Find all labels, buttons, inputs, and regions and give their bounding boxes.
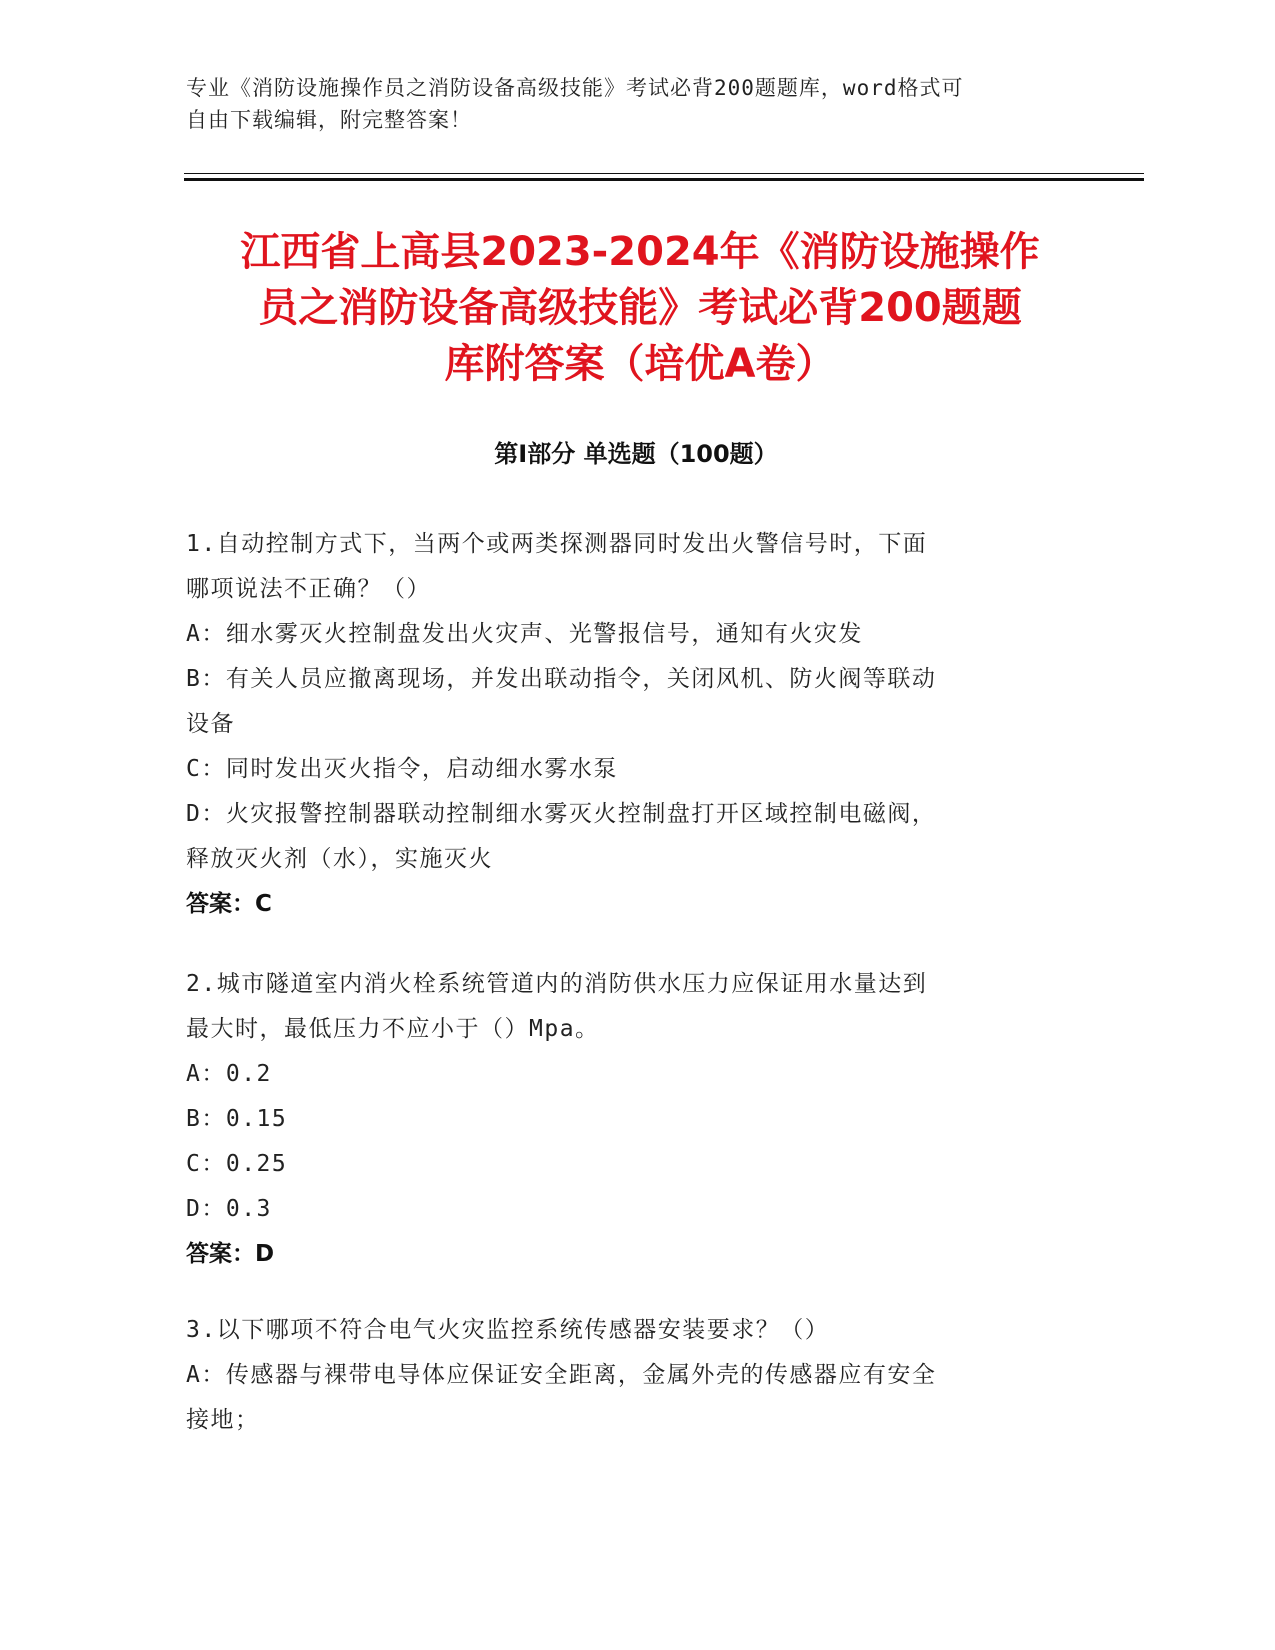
document-title-line-2: 员之消防设备高级技能》考试必背200题题 <box>258 285 1022 331</box>
question-stem: 2.城市隧道室内消火栓系统管道内的消防供水压力应保证用水量达到 <box>186 971 928 997</box>
question-stem: 哪项说法不正确？（） <box>186 576 431 602</box>
option-b-continued: 设备 <box>186 711 235 737</box>
option-d: D：0.3 <box>186 1196 272 1222</box>
header-note <box>186 72 1066 136</box>
option-a: A：0.2 <box>186 1061 272 1087</box>
question-3 <box>186 1308 1076 1443</box>
header-divider-thick <box>184 178 1144 181</box>
option-d-continued: 释放灭火剂（水），实施灭火 <box>186 846 493 872</box>
option-b: B：0.15 <box>186 1106 288 1132</box>
option-b: B：有关人员应撤离现场，并发出联动指令，关闭风机、防火阀等联动 <box>186 666 937 692</box>
question-stem: 3.以下哪项不符合电气火灾监控系统传感器安装要求？（） <box>186 1317 830 1343</box>
question-1 <box>186 522 1076 927</box>
header-note-line-1: 专业《消防设施操作员之消防设备高级技能》考试必背200题题库，word格式可 <box>186 76 964 100</box>
document-title-line-1: 江西省上高县2023-2024年《消防设施操作 <box>240 229 1040 275</box>
option-a: A：传感器与裸带电导体应保证安全距离，金属外壳的传感器应有安全 <box>186 1362 937 1388</box>
option-c: C：同时发出灭火指令，启动细水雾水泵 <box>186 756 618 782</box>
section-title: 第Ⅰ部分 单选题（100题） <box>494 440 778 468</box>
option-a-continued: 接地； <box>186 1407 260 1433</box>
document-title <box>190 224 1090 392</box>
header-note-line-2: 自由下载编辑，附完整答案！ <box>186 108 472 132</box>
answer: 答案：D <box>186 1241 275 1267</box>
option-a: A：细水雾灭火控制盘发出火灾声、光警报信号，通知有火灾发 <box>186 621 863 647</box>
answer: 答案：C <box>186 891 272 917</box>
question-stem: 1.自动控制方式下，当两个或两类探测器同时发出火警信号时，下面 <box>186 531 928 557</box>
option-c: C：0.25 <box>186 1151 288 1177</box>
document-title-line-3: 库附答案（培优A卷） <box>444 341 836 387</box>
option-d: D：火灾报警控制器联动控制细水雾灭火控制盘打开区域控制电磁阀， <box>186 801 937 827</box>
header-divider-thin <box>184 173 1144 174</box>
question-stem: 最大时，最低压力不应小于（）Mpa。 <box>186 1016 600 1042</box>
question-2 <box>186 962 1076 1277</box>
